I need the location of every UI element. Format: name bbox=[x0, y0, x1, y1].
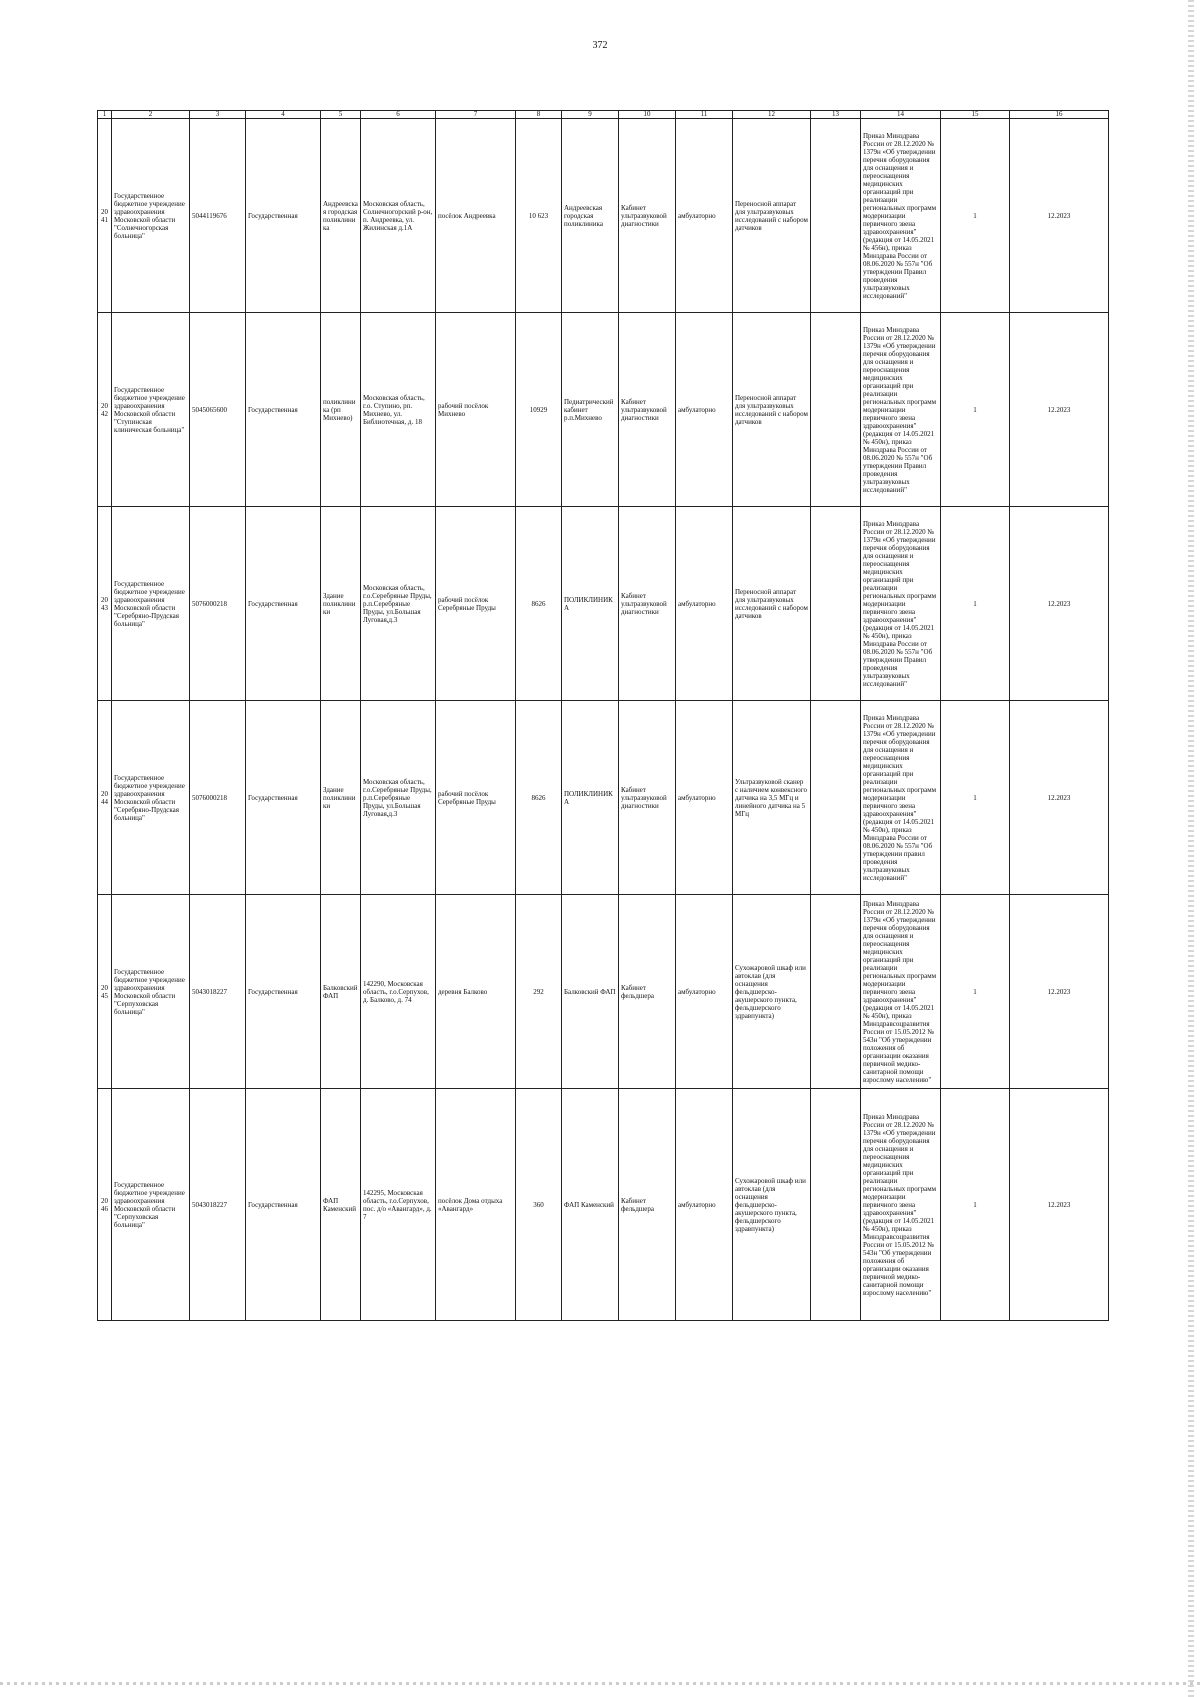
legal-basis: Приказ Минздрава России от 28.12.2020 № 1379н «Об утверждении перечня оборудования для оснащения и переоснащения медицинских организаций при реализации региональных программ модернизации первичного звена здравоохранения"(редакция от 14.05.2021 № 450н), приказ Минздрава России от 08.06.2020 № 557н "Об утверждении Правил проведения ультразвуковых исследований" bbox=[861, 507, 941, 701]
row-number: 2044 bbox=[98, 701, 112, 895]
population: 8626 bbox=[516, 701, 562, 895]
row-number: 2042 bbox=[98, 313, 112, 507]
inn-value: 5044119676 bbox=[190, 119, 246, 313]
population: 360 bbox=[516, 1089, 562, 1321]
empty-cell bbox=[811, 119, 861, 313]
medical-unit: ПОЛИКЛИНИКА bbox=[562, 507, 619, 701]
empty-cell bbox=[811, 701, 861, 895]
institution-name: Государственное бюджетное учреждение здравоохранения Московской области "Ступинская клиническая больница" bbox=[112, 313, 190, 507]
address: 142290, Московская область, г.о.Серпухов, д. Балково, д. 74 bbox=[361, 895, 436, 1089]
row-number: 2045 bbox=[98, 895, 112, 1089]
building-name: поликлиника (рп Михнево) bbox=[321, 313, 361, 507]
building-name: Андреевская городская поликлиника bbox=[321, 119, 361, 313]
building-name: Балковский ФАП bbox=[321, 895, 361, 1089]
institution-name: Государственное бюджетное учреждение здравоохранения Московской области "Серебряно-Прудская больница" bbox=[112, 507, 190, 701]
table-row bbox=[98, 507, 1109, 701]
ownership-form: Государственная bbox=[246, 701, 321, 895]
quantity: 1 bbox=[941, 701, 1010, 895]
column-number: 14 bbox=[861, 111, 941, 119]
delivery-date: 12.2023 bbox=[1010, 507, 1109, 701]
table-row bbox=[98, 119, 1109, 313]
delivery-date: 12.2023 bbox=[1010, 119, 1109, 313]
ownership-form: Государственная bbox=[246, 507, 321, 701]
equipment-name: Переносной аппарат для ультразвуковых исследований с набором датчиков bbox=[733, 507, 811, 701]
care-conditions: амбулаторно bbox=[676, 507, 733, 701]
column-number-row bbox=[98, 111, 1109, 119]
column-number: 7 bbox=[436, 111, 516, 119]
settlement: посёлок Андреевка bbox=[436, 119, 516, 313]
equipment-name: Переносной аппарат для ультразвуковых исследований с набором датчиков bbox=[733, 119, 811, 313]
population: 10 623 bbox=[516, 119, 562, 313]
equipment-name: Сухожаровой шкаф или автоклав (для оснащения фельдшерско-акушерского пункта, фельдшерского здравпункта) bbox=[733, 895, 811, 1089]
column-number: 4 bbox=[246, 111, 321, 119]
column-number: 16 bbox=[1010, 111, 1109, 119]
building-name: Здание поликлиники bbox=[321, 701, 361, 895]
empty-cell bbox=[811, 313, 861, 507]
legal-basis: Приказ Минздрава России от 28.12.2020 № 1379н «Об утверждении перечня оборудования для оснащения и переоснащения медицинских организаций при реализации региональных программ модернизации первичного звена здравоохранения"(редакция от 14.05.2021 № 450н), приказ Минздравсоцразвития России от 15.05.2012 № 543н "Об утверждении положения об организации оказания первичной медико-санитарной помощи взрослому населению" bbox=[861, 895, 941, 1089]
column-number: 10 bbox=[619, 111, 676, 119]
delivery-date: 12.2023 bbox=[1010, 1089, 1109, 1321]
medical-unit: ПОЛИКЛИНИКА bbox=[562, 701, 619, 895]
column-number: 9 bbox=[562, 111, 619, 119]
medical-unit: Балковский ФАП bbox=[562, 895, 619, 1089]
care-conditions: амбулаторно bbox=[676, 1089, 733, 1321]
empty-cell bbox=[811, 507, 861, 701]
table-row bbox=[98, 701, 1109, 895]
column-number: 2 bbox=[112, 111, 190, 119]
institution-name: Государственное бюджетное учреждение здравоохранения Московской области "Солнечногорская больница" bbox=[112, 119, 190, 313]
room-name: Кабинет фельдшера bbox=[619, 895, 676, 1089]
table-row bbox=[98, 1089, 1109, 1321]
column-number: 11 bbox=[676, 111, 733, 119]
column-number: 13 bbox=[811, 111, 861, 119]
room-name: Кабинет ультразвуковой диагностики bbox=[619, 119, 676, 313]
inn-value: 5045065600 bbox=[190, 313, 246, 507]
institution-name: Государственное бюджетное учреждение здравоохранения Московской области "Серебряно-Прудская больница" bbox=[112, 701, 190, 895]
settlement: рабочий посёлок Серебряные Пруды bbox=[436, 701, 516, 895]
column-number: 6 bbox=[361, 111, 436, 119]
inn-value: 5076000218 bbox=[190, 507, 246, 701]
column-number: 12 bbox=[733, 111, 811, 119]
medical-unit: ФАП Каменский bbox=[562, 1089, 619, 1321]
quantity: 1 bbox=[941, 313, 1010, 507]
equipment-name: Сухожаровой шкаф или автоклав (для оснащения фельдшерско-акушерского пункта, фельдшерского здравпункта) bbox=[733, 1089, 811, 1321]
settlement: рабочий посёлок Серебряные Пруды bbox=[436, 507, 516, 701]
medical-unit: Педиатрический кабинет р.п.Михнево bbox=[562, 313, 619, 507]
delivery-date: 12.2023 bbox=[1010, 701, 1109, 895]
settlement: рабочий посёлок Михнево bbox=[436, 313, 516, 507]
building-name: ФАП Каменский bbox=[321, 1089, 361, 1321]
ownership-form: Государственная bbox=[246, 313, 321, 507]
institution-name: Государственное бюджетное учреждение здравоохранения Московской области "Серпуховская больница" bbox=[112, 895, 190, 1089]
population: 292 bbox=[516, 895, 562, 1089]
row-number: 2041 bbox=[98, 119, 112, 313]
scan-bottom-artifact bbox=[0, 1682, 1200, 1685]
institution-name: Государственное бюджетное учреждение здравоохранения Московской области "Серпуховская больница" bbox=[112, 1089, 190, 1321]
equipment-name: Ультразвуковой сканер с наличием конвексного датчика на 3,5 МГц и линейного датчика на 5 МГц bbox=[733, 701, 811, 895]
address: Московская область, г.о.Серебряные Пруды, р.п.Серебряные Пруды, ул.Большая Луговая,д.3 bbox=[361, 701, 436, 895]
building-name: Здание поликлиники bbox=[321, 507, 361, 701]
quantity: 1 bbox=[941, 1089, 1010, 1321]
quantity: 1 bbox=[941, 119, 1010, 313]
legal-basis: Приказ Минздрава России от 28.12.2020 № 1379н «Об утверждении перечня оборудования для оснащения и переоснащения медицинских организаций при реализации региональных программ модернизации первичного звена здравоохранения"(редакция от 14.05.2021 № 450н), приказ Минздрава России от 08.06.2020 № 557н "Об утверждении Правил проведения ультразвуковых исследований" bbox=[861, 313, 941, 507]
address: Московская область, г.о.Серебряные Пруды, р.п.Серебряные Пруды, ул.Большая Луговая,д.3 bbox=[361, 507, 436, 701]
room-name: Кабинет фельдшера bbox=[619, 1089, 676, 1321]
address: Московская область, Солнечногорский р-он, п. Андреевка, ул. Жилинская д.1А bbox=[361, 119, 436, 313]
care-conditions: амбулаторно bbox=[676, 119, 733, 313]
inn-value: 5043018227 bbox=[190, 895, 246, 1089]
ownership-form: Государственная bbox=[246, 1089, 321, 1321]
quantity: 1 bbox=[941, 507, 1010, 701]
medical-unit: Андреевская городская поликлиника bbox=[562, 119, 619, 313]
care-conditions: амбулаторно bbox=[676, 313, 733, 507]
care-conditions: амбулаторно bbox=[676, 701, 733, 895]
legal-basis: Приказ Минздрава России от 28.12.2020 № 1379н «Об утверждении перечня оборудования для оснащения и переоснащения медицинских организаций при реализации региональных программ модернизации первичного звена здравоохранения"(редакция от 14.05.2021 № 450н), приказ Минздравсоцразвития России от 15.05.2012 № 543н "Об утверждении положения об организации оказания первичной медико-санитарной помощи взрослому населению" bbox=[861, 1089, 941, 1321]
ownership-form: Государственная bbox=[246, 895, 321, 1089]
care-conditions: амбулаторно bbox=[676, 895, 733, 1089]
column-number: 5 bbox=[321, 111, 361, 119]
equipment-name: Переносной аппарат для ультразвуковых исследований с набором датчиков bbox=[733, 313, 811, 507]
room-name: Кабинет ультразвуковой диагностики bbox=[619, 313, 676, 507]
delivery-date: 12.2023 bbox=[1010, 313, 1109, 507]
quantity: 1 bbox=[941, 895, 1010, 1089]
column-number: 1 bbox=[98, 111, 112, 119]
row-number: 2043 bbox=[98, 507, 112, 701]
column-number: 8 bbox=[516, 111, 562, 119]
table-row bbox=[98, 895, 1109, 1089]
population: 8626 bbox=[516, 507, 562, 701]
column-number: 15 bbox=[941, 111, 1010, 119]
settlement: посёлок Дома отдыха «Авангард» bbox=[436, 1089, 516, 1321]
empty-cell bbox=[811, 1089, 861, 1321]
table-row bbox=[98, 313, 1109, 507]
ownership-form: Государственная bbox=[246, 119, 321, 313]
inn-value: 5076000218 bbox=[190, 701, 246, 895]
population: 10929 bbox=[516, 313, 562, 507]
settlement: деревня Балково bbox=[436, 895, 516, 1089]
page-number: 372 bbox=[592, 40, 608, 51]
legal-basis: Приказ Минздрава России от 28.12.2020 № 1379н «Об утверждении перечня оборудования для оснащения и переоснащения медицинских организаций при реализации региональных программ модернизации первичного звена здравоохранения"(редакция от 14.05.2021 № 450н), приказ Минздрава России от 08.06.2020 № 557н "Об утверждении правил проведения ультразвуковых исследований" bbox=[861, 701, 941, 895]
column-number: 3 bbox=[190, 111, 246, 119]
room-name: Кабинет ультразвуковой диагностики bbox=[619, 701, 676, 895]
inn-value: 5043018227 bbox=[190, 1089, 246, 1321]
room-name: Кабинет ультразвуковой диагностики bbox=[619, 507, 676, 701]
empty-cell bbox=[811, 895, 861, 1089]
delivery-date: 12.2023 bbox=[1010, 895, 1109, 1089]
legal-basis: Приказ Минздрава России от 28.12.2020 № 1379н «Об утверждении перечня оборудования для оснащения и переоснащения медицинских организаций при реализации региональных программ модернизации первичного звена здравоохранения"(редакция от 14.05.2021 № 456н), приказ Минздрава России от 08.06.2020 № 557н "Об утверждении Правил проведения ультразвуковых исследований" bbox=[861, 119, 941, 313]
row-number: 2046 bbox=[98, 1089, 112, 1321]
address: 142295, Московская область, г.о.Серпухов, пос. д/о «Авангард», д. 7 bbox=[361, 1089, 436, 1321]
registry-table bbox=[97, 110, 1109, 1321]
address: Московская область, г.о. Ступино, рп. Михнево, ул. Библиотечная, д. 18 bbox=[361, 313, 436, 507]
scan-edge-artifact bbox=[1188, 0, 1194, 1697]
